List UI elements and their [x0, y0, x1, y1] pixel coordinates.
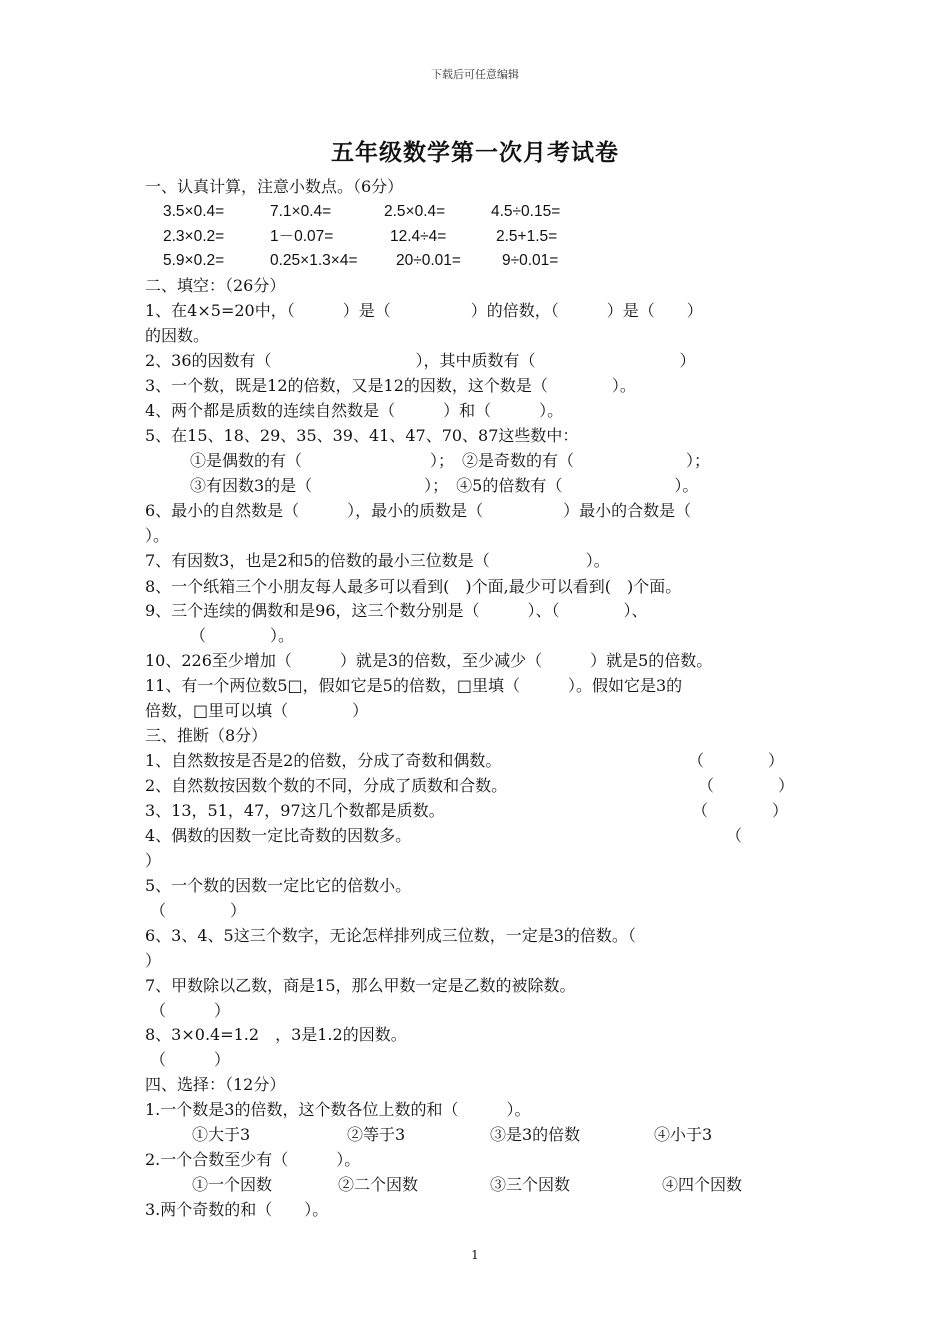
calc-3-1: 5.9×0.2= [163, 252, 225, 269]
calc-1-3: 2.5×0.4= [384, 203, 446, 220]
calc-2-4: 2.5+1.5= [496, 228, 558, 245]
fill-line: 倍数，□里可以填（ ） [145, 701, 369, 720]
fill-line: 5、在15、18、29、35、39、41、47、70、87这些数中： [145, 426, 579, 445]
choice-option: ③是3的倍数 [490, 1125, 581, 1144]
fill-line: 1、在4×5=20中，（ ）是（ ）的倍数，（ ）是（ ） [145, 301, 703, 320]
choice-option: ①大于3 [192, 1125, 251, 1144]
judge-line: 7、甲数除以乙数，商是15，那么甲数一定是乙数的被除数。 [145, 976, 576, 995]
page-header: 下载后可任意编辑 [431, 68, 519, 81]
judge-line: （ ） [150, 901, 247, 920]
choice-option: ③三个因数 [490, 1175, 571, 1194]
fill-line: ）。 [145, 526, 170, 545]
judge-line: 4、偶数的因数一定比奇数的因数多。 [145, 826, 412, 845]
calc-3-4: 9÷0.01= [502, 252, 559, 269]
judge-bracket: （ [726, 826, 743, 845]
judge-line: （ ） [150, 1001, 231, 1020]
judge-line: 6、3、4、5这三个数字，无论怎样排列成三位数，一定是3的倍数。（ [145, 926, 636, 945]
fill-line: 9、三个连续的偶数和是96，这三个数分别是（ ）、（ ）、 [145, 601, 648, 620]
calc-3-3: 20÷0.01= [396, 252, 461, 269]
fill-line: 7、有因数3，也是2和5的倍数的最小三位数是（ ）。 [145, 551, 610, 570]
judge-bracket: （ ） [698, 776, 795, 795]
calc-1-1: 3.5×0.4= [163, 203, 225, 220]
judge-line: 2、自然数按因数个数的不同，分成了质数和合数。 [145, 776, 508, 795]
fill-line: 6、最小的自然数是（ ），最小的质数是（ ）最小的合数是（ [145, 501, 692, 520]
fill-line: 10、226至少增加（ ）就是3的倍数，至少减少（ ）就是5的倍数。 [145, 651, 713, 670]
choice-option: ②二个因数 [338, 1175, 419, 1194]
judge-line: ） [145, 851, 162, 870]
section2-heading: 二、填空：（26分） [145, 276, 286, 295]
calc-2-3: 12.4÷4= [390, 228, 447, 245]
calc-1-2: 7.1×0.4= [270, 203, 332, 220]
choice-question-2: 2.一个合数至少有（ ）。 [145, 1150, 361, 1169]
fill-line: （ ）。 [190, 626, 295, 645]
judge-line: 1、自然数按是否是2的倍数，分成了奇数和偶数。 [145, 751, 502, 770]
calc-1-4: 4.5÷0.15= [491, 203, 561, 220]
fill-line: 8、一个纸箱三个小朋友每人最多可以看到( )个面,最少可以看到( )个面。 [145, 577, 682, 596]
judge-bracket: （ ） [692, 801, 789, 820]
judge-bracket: （ ） [688, 751, 785, 770]
page-number: 1 [471, 1248, 479, 1262]
judge-line: 3、13，51，47，97这几个数都是质数。 [145, 801, 445, 820]
calc-3-2: 0.25×1.3×4= [270, 252, 358, 269]
fill-line: 的因数。 [145, 326, 210, 345]
section4-heading: 四、选择：（12分） [145, 1075, 286, 1094]
judge-line: （ ） [150, 1050, 231, 1069]
choice-question-1: 1.一个数是3的倍数，这个数各位上数的和（ ）。 [145, 1100, 531, 1119]
fill-line: 2、36的因数有（ ），其中质数有（ ） [145, 351, 696, 370]
fill-line: 11、有一个两位数5□，假如它是5的倍数，□里填（ ）。假如它是3的 [145, 676, 683, 695]
calc-2-1: 2.3×0.2= [163, 228, 225, 245]
fill-line: 4、两个都是质数的连续自然数是（ ）和（ ）。 [145, 401, 564, 420]
calc-2-2: 1－0.07= [270, 228, 334, 245]
choice-option: ④小于3 [654, 1125, 713, 1144]
choice-option: ①一个因数 [192, 1175, 273, 1194]
choice-option: ②等于3 [347, 1125, 406, 1144]
fill-line: ①是偶数的有（ ）； ②是奇数的有（ ）； [190, 451, 711, 470]
fill-line: 3、一个数，既是12的倍数，又是12的因数，这个数是（ ）。 [145, 376, 636, 395]
fill-line: ③有因数3的是（ ）； ④5的倍数有（ ）。 [190, 476, 699, 495]
section3-heading: 三、推断（8分） [145, 726, 268, 745]
exam-title: 五年级数学第一次月考试卷 [331, 139, 619, 166]
choice-question-3: 3.两个奇数的和（ ）。 [145, 1200, 329, 1219]
judge-line: 8、3×0.4=1.2 ，3是1.2的因数。 [145, 1025, 407, 1044]
section1-heading: 一、认真计算，注意小数点。（6分） [145, 177, 404, 196]
judge-line: 5、一个数的因数一定比它的倍数小。 [145, 876, 412, 895]
judge-line: ） [145, 951, 162, 970]
choice-option: ④四个因数 [662, 1175, 743, 1194]
